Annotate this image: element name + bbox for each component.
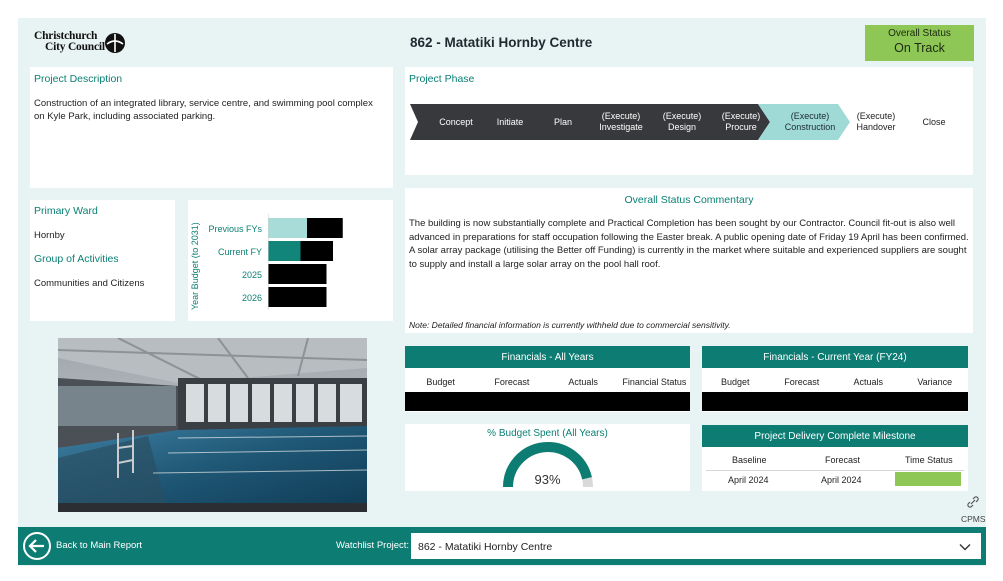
divider [706,470,964,471]
milestone-forecast-value: April 2024 [821,475,862,485]
financials-current-year-table [702,368,968,412]
project-description-heading: Project Description [34,73,123,85]
overall-status-badge: Overall Status On Track [865,25,974,61]
phase-step-design: (Execute) Design [662,111,702,132]
phase-step-plan: Plan [553,116,572,127]
primary-ward-label: Primary Ward [34,205,98,217]
chart-bar [268,218,307,238]
chart-bar [268,241,301,261]
status-commentary-card [405,188,973,333]
watchlist-label: Watchlist Project: [336,540,410,551]
column-header: Financial Status [622,377,687,387]
project-description-card [30,67,393,188]
arrow-left-icon [25,534,49,558]
column-header: Forecast [825,455,861,465]
milestone-table [702,447,968,491]
chart-bar [268,264,327,284]
chart-y-label: Year Budget (to 2031) [190,222,200,310]
column-header: Budget [426,377,455,387]
group-of-activities-label: Group of Activities [34,253,119,265]
time-status-indicator [895,472,961,486]
chart-category-label: Current FY [217,247,262,257]
column-header: Forecast [494,377,530,387]
chart-category-label: 2025 [241,270,262,280]
column-header: Actuals [568,377,598,387]
project-description-text: Construction of an integrated library, service centre, and swimming pool complex on Kyle Park, including associated parking. [34,98,373,122]
redacted-row [702,392,968,411]
chart-category-label: 2026 [241,293,262,303]
chevron-down-icon [958,540,972,554]
chart-bar [307,218,343,238]
chart-category-label: Previous FYs [208,224,262,234]
status-commentary-text: The building is now substantially complete and Practical Completion has been sought by our Contractor. Council fit-out is also well advanced in preparations for staff occupation following the Easter break. A public opening date of Friday 19 April has been confirmed. A solar array package (utilising the Better off Funding) is currently in the market where suitable and experienced suppliers are sought to supply and install a large solar array on the pool hall roof. [409,218,969,270]
financials-all-years-header: Financials - All Years [405,346,690,368]
year-budget-chart [188,200,393,321]
financials-all-years-table [405,368,690,412]
back-button[interactable] [23,532,51,560]
council-logo-icon [104,32,126,54]
cpms-link[interactable] [961,495,985,524]
financials-current-year-header: Financials - Current Year (FY24) [702,346,968,368]
status-commentary-heading: Overall Status Commentary [624,194,754,206]
ward-card [30,200,175,321]
phase-step-handover: (Execute) Handover [856,111,896,132]
budget-spent-card [405,424,690,491]
council-logo: Christchurch City Council [34,30,126,54]
phase-step-construction: (Execute) Construction [784,111,836,132]
project-photo [58,338,367,512]
chart-bar [301,241,334,261]
group-of-activities-value: Communities and Citizens [34,278,145,289]
column-header: Actuals [853,377,883,387]
cpms-label: CPMS [961,514,986,524]
primary-ward-value: Hornby [34,230,65,241]
watchlist-selected-value: 862 - Matatiki Hornby Centre [418,541,553,553]
column-header: Forecast [784,377,820,387]
back-to-main-report-link[interactable]: Back to Main Report [56,540,143,551]
phase-step-procure: (Execute) Procure [721,111,761,132]
milestone-header: Project Delivery Complete Milestone [702,425,968,447]
column-header: Budget [720,377,750,387]
project-phase-heading: Project Phase [409,73,475,85]
column-header: Variance [917,377,953,387]
chart-bars [268,210,378,320]
phase-step-concept: Concept [439,116,473,127]
redacted-row [405,392,690,411]
financial-note: Note: Detailed financial information is currently withheld due to commercial sensitivity. [409,320,731,330]
chart-bar [268,287,327,307]
footer-bar [18,527,986,565]
budget-spent-heading: % Budget Spent (All Years) [487,428,608,439]
page-title: 862 - Matatiki Hornby Centre [410,35,593,50]
phase-step-initiate: Initiate [496,116,524,127]
column-header: Baseline [732,455,767,465]
column-header: Time Status [905,455,953,465]
phase-step-investigate: (Execute) Investigate [599,111,643,132]
project-phase-card [405,67,973,175]
budget-spent-value: 93% [534,472,561,487]
milestone-baseline-value: April 2024 [728,475,769,485]
phase-step-close: Close [922,116,946,127]
link-icon [966,495,980,509]
watchlist-project-select[interactable] [410,532,982,560]
